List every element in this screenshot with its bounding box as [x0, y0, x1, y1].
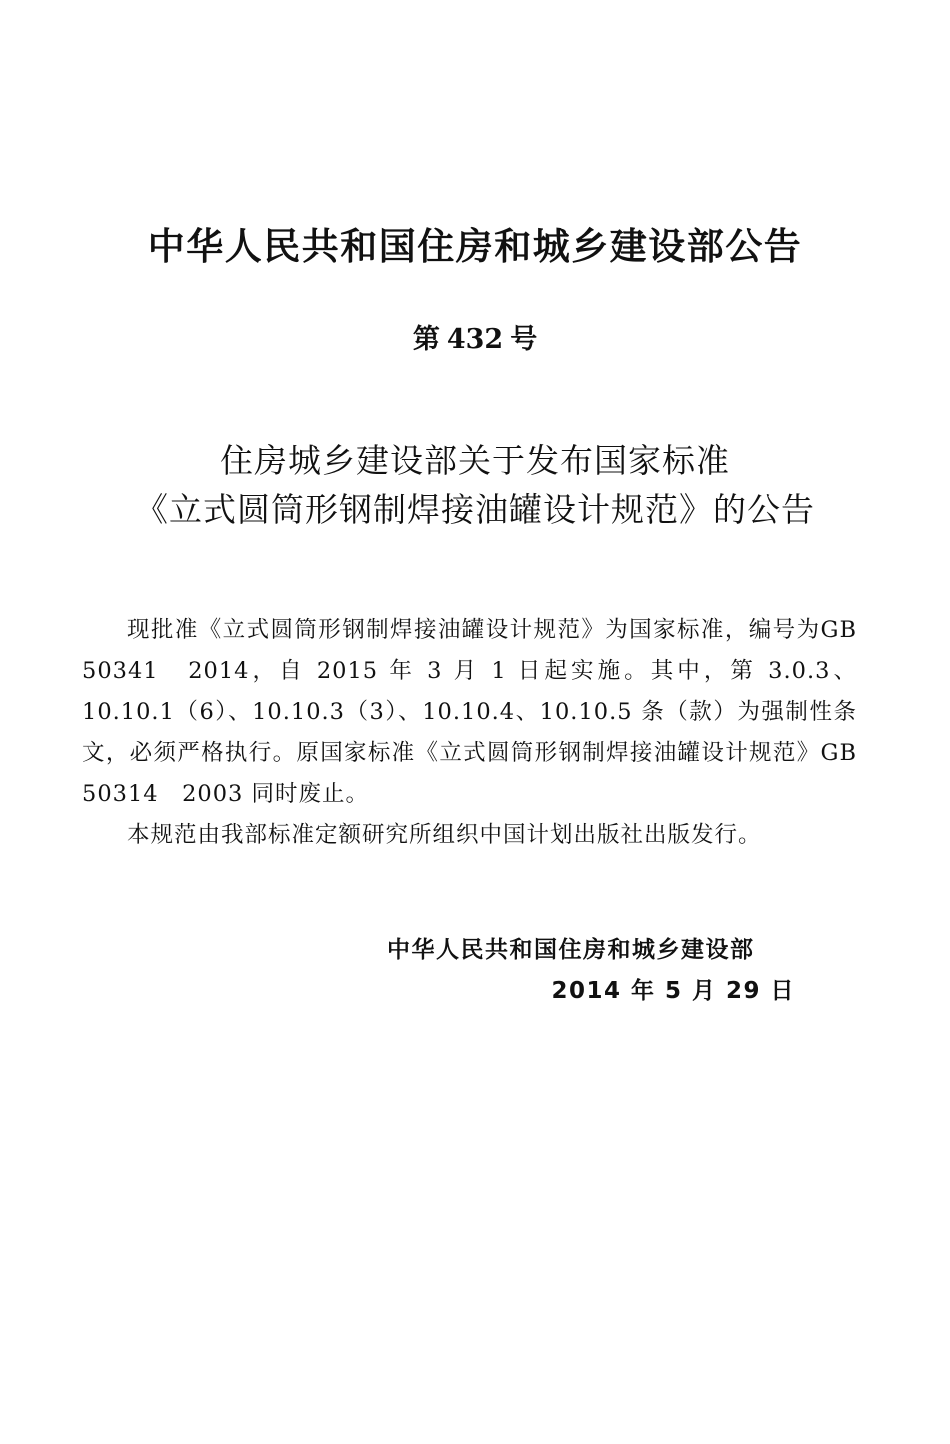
announcement-heading: 中华人民共和国住房和城乡建设部公告	[147, 225, 803, 268]
number-value: 432	[446, 324, 504, 355]
number-suffix: 号	[510, 324, 538, 355]
number-prefix: 第	[412, 324, 440, 355]
body-paragraph-2: 本规范由我部标准定额研究所组织中国计划出版社出版发行。	[127, 822, 762, 848]
signature-date: 2014 年 5 月 29 日	[551, 978, 795, 1004]
body-paragraph-1: 现批准《立式圆筒形钢制焊接油罐设计规范》为国家标准，编号为GB 50341 2014，自 2015 年 3 月 1 日起实施。其中，第 3.0.3、10.10.1（6）、10.10.3（3）、10.10.4、10.10.5 条（款）为强制性条文，必须严格执行。原国家标准《立式圆筒形钢制焊接油罐设计规范》GB 50314 2003 同时废止。	[82, 617, 857, 807]
subtitle-line-1: 住房城乡建设部关于发布国家标准	[220, 441, 730, 480]
subtitle-line-2: 《立式圆筒形钢制焊接油罐设计规范》的公告	[135, 490, 815, 529]
announcement-number	[0, 326, 950, 353]
signature-organization: 中华人民共和国住房和城乡建设部	[387, 937, 755, 963]
